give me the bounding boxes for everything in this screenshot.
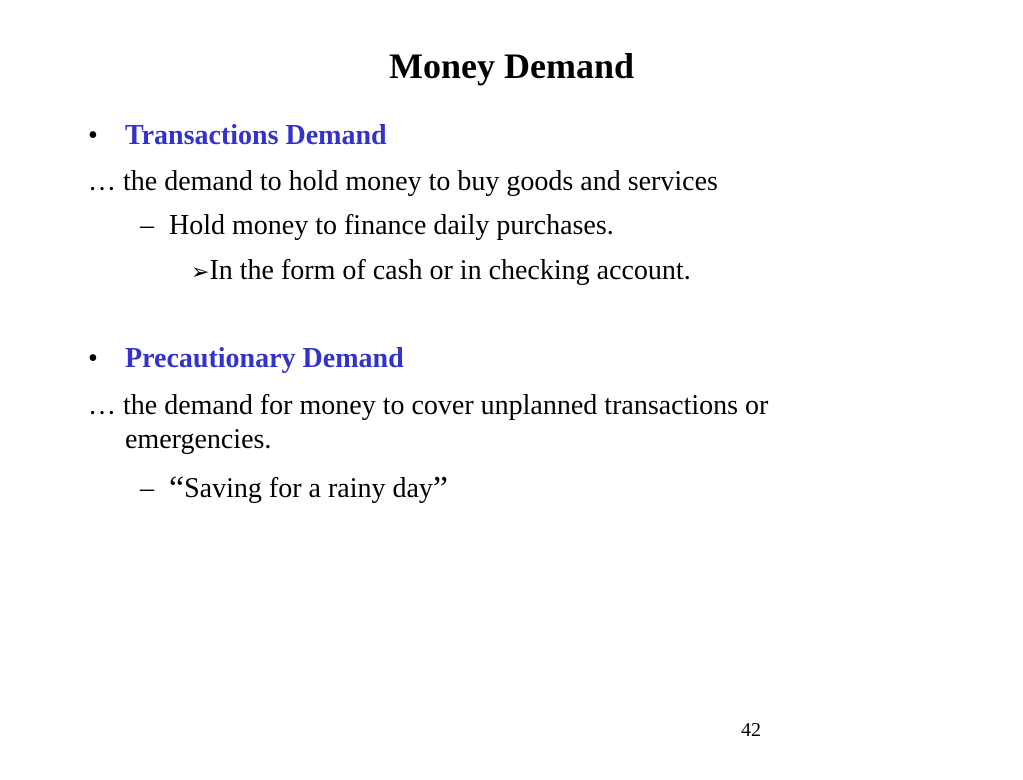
transactions-sub-sub-point (191, 254, 691, 290)
precautionary-sub-point (140, 472, 448, 506)
precautionary-demand-heading: Precautionary Demand (125, 343, 404, 374)
transactions-sub-point-text: Hold money to finance daily purchases. (169, 210, 614, 241)
transactions-definition: … the demand to hold money to buy goods and services (88, 166, 718, 197)
dash-icon: – (140, 473, 154, 504)
close-quote-mark: ” (432, 470, 449, 507)
precautionary-definition-line2: emergencies. (125, 424, 272, 455)
precautionary-definition-line1: … the demand for money to cover unplanned transactions or (88, 390, 769, 421)
open-quote-mark: “ (169, 470, 185, 507)
transactions-demand-heading: Transactions Demand (125, 120, 387, 151)
transactions-sub-sub-point-text: In the form of cash or in checking account. (209, 255, 691, 286)
transactions-sub-point (140, 209, 614, 243)
slide-title: Money Demand (389, 46, 634, 86)
bullet-icon: • (88, 343, 98, 374)
page-number: 42 (741, 719, 761, 741)
dash-icon: – (140, 210, 154, 241)
precautionary-sub-point-text: Saving for a rainy day (184, 473, 433, 504)
bullet-icon: • (88, 120, 98, 151)
arrow-bullet-icon: ➢ (191, 260, 210, 285)
